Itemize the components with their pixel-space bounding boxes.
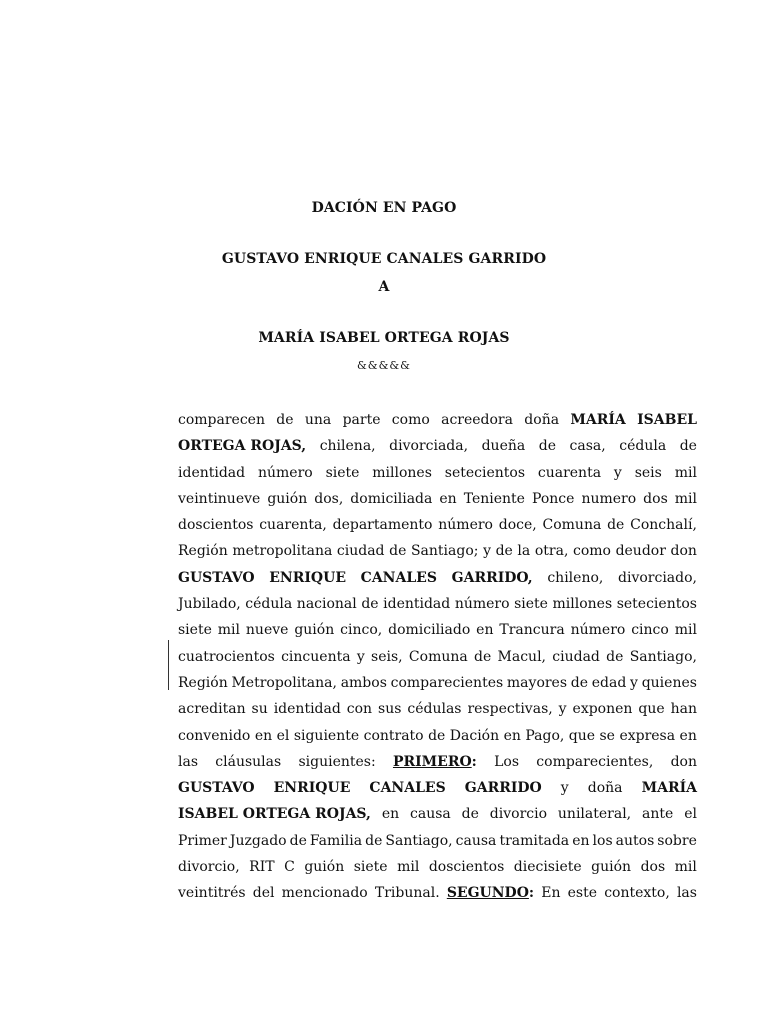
body-word: comparecen: [178, 412, 265, 428]
body-word: se: [599, 727, 615, 744]
body-word: en: [254, 727, 273, 744]
body-word: cédulas: [407, 701, 462, 718]
body-word: siete: [178, 622, 212, 639]
body-word: GUSTAVO: [178, 569, 255, 586]
body-word: comparecientes: [390, 674, 504, 691]
body-line: [178, 565, 697, 591]
body-line: [178, 407, 697, 433]
body-word: unilateral,: [557, 806, 632, 823]
body-word: cédula: [245, 596, 293, 613]
body-word: cuarenta: [537, 464, 602, 481]
body-word: siguientes:: [298, 753, 376, 770]
body-word: nueve: [245, 622, 289, 639]
body-word: en: [679, 727, 697, 744]
body-line: [178, 749, 697, 775]
body-word: cláusulas: [215, 753, 282, 770]
body-word: domiciliada: [350, 490, 433, 507]
body-word: quienes: [641, 674, 697, 691]
body-word: el: [276, 727, 290, 744]
body-word: siete: [325, 464, 360, 481]
body-line: [178, 644, 697, 670]
contract-body: [178, 407, 697, 907]
body-word: ENRIQUE: [273, 780, 351, 797]
body-word: Juzgado: [229, 832, 287, 849]
body-line: [178, 775, 697, 801]
body-line: [178, 460, 697, 486]
body-word: cuatrocientos: [178, 648, 275, 665]
body-word: Región: [178, 674, 228, 691]
body-word: contexto,: [604, 885, 670, 902]
body-word: Región: [178, 543, 228, 560]
body-word: departamento: [332, 517, 433, 534]
body-word: Primer: [178, 832, 227, 849]
body-word: siguiente: [293, 727, 360, 744]
body-word: cédula: [619, 438, 667, 455]
body-line: [178, 617, 697, 643]
body-word: de: [679, 438, 697, 455]
body-word: Comuna: [542, 517, 602, 534]
body-word: Santiago,: [385, 832, 453, 849]
body-word: mil: [674, 490, 697, 507]
body-word: y: [356, 648, 365, 665]
body-word: en: [381, 806, 400, 823]
body-word: deudor: [615, 543, 666, 560]
body-word: GUSTAVO: [178, 780, 255, 797]
body-word: GARRIDO: [464, 780, 542, 797]
body-word: cinco: [631, 622, 669, 639]
body-word: y: [613, 464, 622, 481]
body-word: siete: [353, 859, 388, 876]
body-line: [178, 591, 697, 617]
body-word: ciudad: [552, 648, 600, 665]
body-word: otra,: [534, 543, 569, 560]
body-word: Comuna: [408, 648, 468, 665]
body-word: Santiago;: [410, 543, 479, 560]
body-word: en: [476, 622, 494, 639]
body-word: parte: [342, 412, 381, 428]
body-word: doscientos: [428, 859, 505, 876]
body-word: número: [257, 464, 313, 481]
body-word: CANALES: [360, 569, 437, 586]
body-line: [178, 433, 697, 459]
body-word: sobre: [657, 832, 697, 849]
body-word: número: [570, 622, 626, 639]
body-word: dos,: [314, 490, 344, 507]
body-word: siete: [514, 596, 548, 613]
body-line: [178, 486, 697, 512]
body-word: las: [178, 753, 199, 770]
body-word: mayores: [506, 674, 568, 691]
body-word: seis,: [371, 648, 403, 665]
body-word: mil: [674, 859, 697, 876]
body-word: de: [289, 832, 307, 849]
body-line: [178, 880, 697, 906]
body-word: edad: [591, 674, 627, 691]
body-word: de: [276, 412, 294, 428]
body-word: una: [304, 412, 332, 428]
body-word: Pago,: [525, 727, 565, 744]
body-word: y: [630, 674, 638, 691]
body-word: millones: [372, 464, 432, 481]
body-word: mil: [397, 859, 420, 876]
body-word: seis: [634, 464, 662, 481]
body-word: don: [670, 753, 697, 770]
body-word: Jubilado,: [178, 596, 241, 613]
body-word: dos: [640, 859, 666, 876]
body-word: número: [454, 596, 510, 613]
body-word: de: [461, 806, 479, 823]
body-word: este: [567, 885, 598, 902]
body-word: las: [676, 885, 697, 902]
body-word: setecientos: [616, 596, 697, 613]
body-word: Ponce: [531, 490, 575, 507]
body-word: MARÍA: [641, 780, 697, 797]
body-word: divorcio,: [178, 859, 240, 876]
body-line: [178, 828, 697, 854]
body-word: cinco,: [340, 622, 383, 639]
body-line: [178, 854, 697, 880]
body-word: acreditan: [178, 701, 246, 718]
body-word: tramitada: [499, 832, 570, 849]
body-word: causa: [455, 832, 497, 849]
body-word: Metropolitana,: [231, 674, 337, 691]
body-line: [178, 801, 697, 827]
margin-line-mark: [168, 640, 169, 690]
body-word: chilena,: [319, 438, 376, 455]
party-one-name: GUSTAVO ENRIQUE CANALES GARRIDO: [221, 251, 547, 267]
body-word: en: [503, 727, 521, 744]
body-word: y: [560, 780, 569, 797]
body-word: guión: [591, 859, 632, 876]
body-word: y: [483, 543, 491, 560]
body-word: millones: [552, 596, 613, 613]
body-line: [178, 670, 697, 696]
body-word: mil: [217, 622, 240, 639]
body-word: la: [517, 543, 531, 560]
body-word: acreedora: [441, 412, 513, 428]
body-word: SEGUNDO:: [446, 885, 535, 902]
body-word: veintinueve: [178, 490, 261, 507]
body-word: casa,: [569, 438, 606, 455]
party-two-name: MARÍA ISABEL ORTEGA ROJAS: [258, 330, 510, 346]
document-title: DACIÓN EN PAGO: [311, 200, 457, 216]
body-word: su: [251, 701, 268, 718]
body-word: de: [361, 596, 379, 613]
body-word: de: [538, 438, 557, 455]
body-word: RIT: [249, 859, 275, 876]
body-word: que: [638, 701, 665, 718]
body-word: metropolitana: [232, 543, 333, 560]
body-word: ORTEGA ROJAS,: [178, 438, 307, 455]
body-word: de: [607, 517, 625, 534]
body-word: sus: [378, 701, 402, 718]
body-word: Dación: [449, 727, 500, 744]
body-word: divorciado,: [618, 569, 697, 586]
body-word: ciudad: [336, 543, 385, 560]
body-word: dueña: [481, 438, 526, 455]
body-word: como: [572, 543, 611, 560]
body-word: chileno,: [547, 569, 604, 586]
body-word: de: [606, 648, 624, 665]
body-word: Familia: [309, 832, 363, 849]
body-word: el: [684, 806, 697, 823]
body-word: de: [570, 674, 589, 691]
body-word: autos: [615, 832, 655, 849]
body-word: mil: [674, 622, 697, 639]
body-word: del: [252, 885, 275, 902]
body-word: causa: [410, 806, 451, 823]
body-word: identidad: [383, 596, 451, 613]
body-word: ISABEL: [637, 412, 697, 428]
body-word: cincuenta: [281, 648, 351, 665]
body-word: divorcio: [489, 806, 548, 823]
body-word: doce,: [498, 517, 537, 534]
body-word: CANALES: [369, 780, 446, 797]
body-word: doña: [524, 412, 560, 428]
body-line: [178, 512, 697, 538]
body-word: mencionado: [281, 885, 368, 902]
body-word: C: [284, 859, 295, 876]
body-word: diecisiete: [513, 859, 582, 876]
body-word: respectivas,: [467, 701, 553, 718]
body-word: de: [474, 648, 492, 665]
body-word: en: [572, 832, 590, 849]
party-connector: A: [378, 279, 390, 295]
body-word: dos: [643, 490, 668, 507]
body-word: En: [541, 885, 561, 902]
body-word: Tribunal.: [374, 885, 440, 902]
body-word: expresa: [619, 727, 676, 744]
body-word: doña: [587, 780, 623, 797]
body-word: divorciada,: [389, 438, 469, 455]
body-word: ambos: [340, 674, 387, 691]
body-word: domiciliado: [388, 622, 471, 639]
body-word: Trancura: [499, 622, 565, 639]
body-word: Macul,: [497, 648, 546, 665]
body-word: ENRIQUE: [269, 569, 346, 586]
body-word: de: [365, 832, 383, 849]
section-separator: &&&&&: [357, 359, 411, 372]
body-word: de: [495, 543, 513, 560]
body-word: en: [439, 490, 457, 507]
body-word: setecientos: [444, 464, 526, 481]
body-word: identidad: [178, 464, 246, 481]
body-line: [178, 696, 697, 722]
body-word: de: [428, 727, 446, 744]
body-line: [178, 538, 697, 564]
body-word: mil: [674, 464, 697, 481]
body-word: Conchalí,: [630, 517, 697, 534]
body-word: de: [389, 543, 407, 560]
body-word: ISABEL ORTEGA ROJAS,: [178, 806, 371, 823]
body-word: con: [346, 701, 373, 718]
body-word: numero: [581, 490, 637, 507]
body-word: veintitrés: [178, 885, 246, 902]
body-word: Santiago,: [629, 648, 697, 665]
body-word: que: [568, 727, 596, 744]
body-word: como: [391, 412, 430, 428]
body-line: [178, 723, 697, 749]
body-word: convenido: [178, 727, 251, 744]
body-word: Teniente: [463, 490, 525, 507]
body-word: GARRIDO,: [451, 569, 533, 586]
body-word: exponen: [572, 701, 633, 718]
body-word: nacional: [296, 596, 357, 613]
body-word: los: [592, 832, 613, 849]
body-word: cuarenta,: [259, 517, 327, 534]
body-word: han: [670, 701, 697, 718]
body-word: doscientos: [178, 517, 254, 534]
body-word: PRIMERO:: [392, 753, 477, 770]
body-word: contrato: [363, 727, 424, 744]
body-word: guión: [304, 859, 345, 876]
body-word: Los: [494, 753, 520, 770]
body-word: don: [670, 543, 697, 560]
body-word: identidad: [273, 701, 341, 718]
body-word: comparecientes,: [536, 753, 654, 770]
body-word: número: [438, 517, 493, 534]
body-word: guión: [294, 622, 335, 639]
body-word: guión: [267, 490, 308, 507]
body-word: ante: [642, 806, 674, 823]
body-word: y: [558, 701, 567, 718]
body-word: MARÍA: [570, 412, 626, 428]
